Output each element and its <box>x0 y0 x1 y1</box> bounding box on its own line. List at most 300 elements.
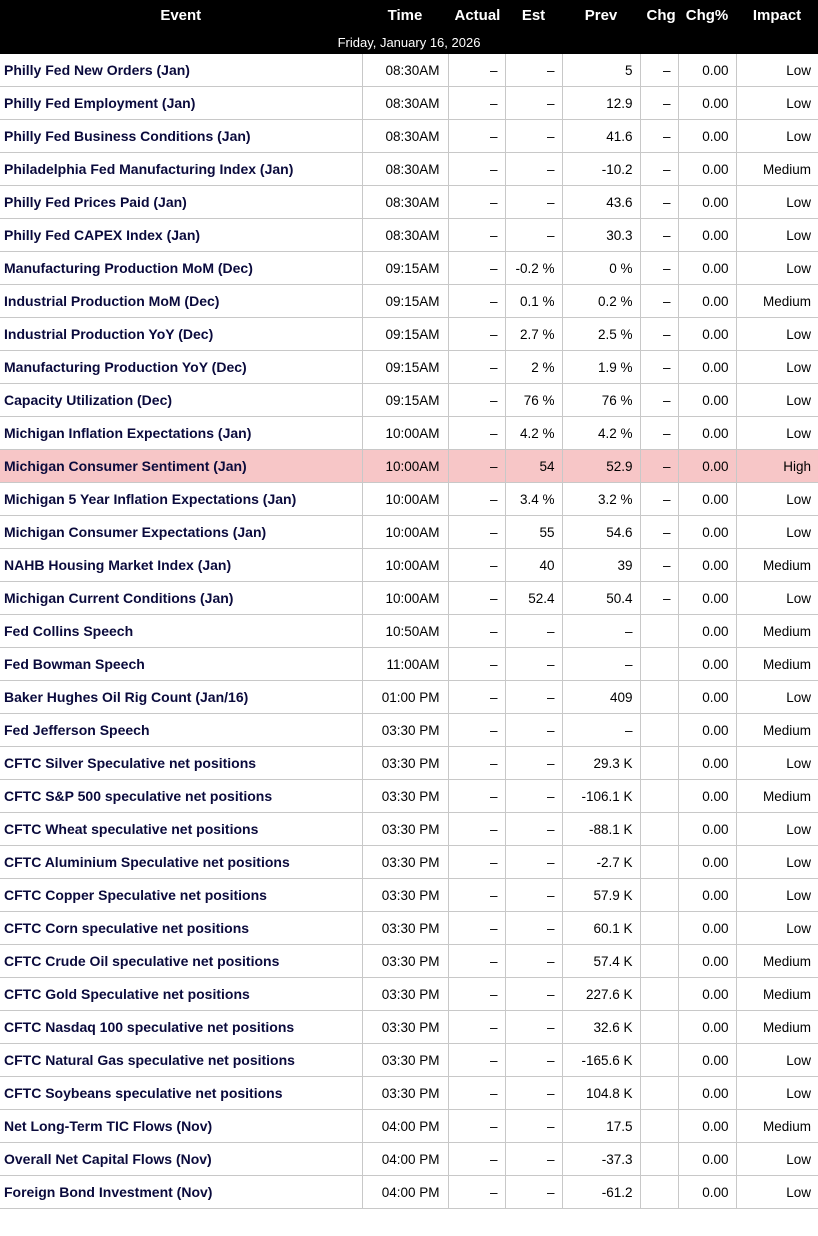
event-name: Michigan Consumer Sentiment (Jan) <box>0 450 362 483</box>
previous-value: 50.4 <box>562 582 640 615</box>
event-name: Fed Jefferson Speech <box>0 714 362 747</box>
previous-value: 0.2 % <box>562 285 640 318</box>
event-time: 10:00AM <box>362 516 448 549</box>
event-name: Fed Bowman Speech <box>0 648 362 681</box>
previous-value: 52.9 <box>562 450 640 483</box>
estimate-value: 54 <box>505 450 562 483</box>
event-time: 10:50AM <box>362 615 448 648</box>
table-row[interactable] <box>0 978 818 1011</box>
actual-value: – <box>448 615 505 648</box>
change-percent-value: 0.00 <box>678 54 736 87</box>
table-row[interactable] <box>0 219 818 252</box>
event-name: Philly Fed New Orders (Jan) <box>0 54 362 87</box>
previous-value: 0 % <box>562 252 640 285</box>
column-header-chg-percent[interactable]: Chg% <box>678 0 736 31</box>
event-time: 11:00AM <box>362 648 448 681</box>
table-row[interactable] <box>0 912 818 945</box>
event-time: 03:30 PM <box>362 945 448 978</box>
previous-value: 41.6 <box>562 120 640 153</box>
actual-value: – <box>448 120 505 153</box>
event-name: NAHB Housing Market Index (Jan) <box>0 549 362 582</box>
event-name: Michigan 5 Year Inflation Expectations (Jan) <box>0 483 362 516</box>
change-percent-value: 0.00 <box>678 978 736 1011</box>
column-header-chg[interactable]: Chg <box>640 0 678 31</box>
event-time: 10:00AM <box>362 549 448 582</box>
estimate-value: 0.1 % <box>505 285 562 318</box>
previous-value: 29.3 K <box>562 747 640 780</box>
previous-value: 54.6 <box>562 516 640 549</box>
event-name: CFTC Gold Speculative net positions <box>0 978 362 1011</box>
impact-level: Medium <box>736 549 818 582</box>
impact-level: Low <box>736 747 818 780</box>
actual-value: – <box>448 549 505 582</box>
event-time: 03:30 PM <box>362 747 448 780</box>
change-percent-value: 0.00 <box>678 450 736 483</box>
event-name: Baker Hughes Oil Rig Count (Jan/16) <box>0 681 362 714</box>
previous-value: 227.6 K <box>562 978 640 1011</box>
change-value: – <box>640 120 678 153</box>
actual-value: – <box>448 1176 505 1209</box>
change-percent-value: 0.00 <box>678 351 736 384</box>
table-row[interactable] <box>0 450 818 483</box>
event-name: CFTC S&P 500 speculative net positions <box>0 780 362 813</box>
change-percent-value: 0.00 <box>678 153 736 186</box>
previous-value: 104.8 K <box>562 1077 640 1110</box>
estimate-value: – <box>505 846 562 879</box>
actual-value: – <box>448 1044 505 1077</box>
date-header-label: Friday, January 16, 2026 <box>0 31 818 54</box>
previous-value: 43.6 <box>562 186 640 219</box>
previous-value: 60.1 K <box>562 912 640 945</box>
previous-value: 12.9 <box>562 87 640 120</box>
change-value: – <box>640 384 678 417</box>
actual-value: – <box>448 1077 505 1110</box>
change-value <box>640 1077 678 1110</box>
actual-value: – <box>448 681 505 714</box>
event-name: Philly Fed Prices Paid (Jan) <box>0 186 362 219</box>
change-value: – <box>640 153 678 186</box>
table-row[interactable] <box>0 54 818 87</box>
table-row[interactable] <box>0 483 818 516</box>
change-value <box>640 1110 678 1143</box>
change-percent-value: 0.00 <box>678 120 736 153</box>
table-row[interactable] <box>0 351 818 384</box>
previous-value: -2.7 K <box>562 846 640 879</box>
estimate-value: 3.4 % <box>505 483 562 516</box>
actual-value: – <box>448 252 505 285</box>
impact-level: Low <box>736 384 818 417</box>
previous-value: 4.2 % <box>562 417 640 450</box>
change-percent-value: 0.00 <box>678 1176 736 1209</box>
change-percent-value: 0.00 <box>678 516 736 549</box>
impact-level: Low <box>736 483 818 516</box>
table-row[interactable] <box>0 780 818 813</box>
previous-value: – <box>562 648 640 681</box>
estimate-value: – <box>505 879 562 912</box>
actual-value: – <box>448 219 505 252</box>
table-row[interactable] <box>0 714 818 747</box>
estimate-value: – <box>505 945 562 978</box>
change-percent-value: 0.00 <box>678 1011 736 1044</box>
impact-level: Low <box>736 912 818 945</box>
previous-value: 76 % <box>562 384 640 417</box>
event-name: CFTC Wheat speculative net positions <box>0 813 362 846</box>
impact-level: Low <box>736 87 818 120</box>
event-time: 03:30 PM <box>362 846 448 879</box>
table-row[interactable] <box>0 384 818 417</box>
estimate-value: 40 <box>505 549 562 582</box>
impact-level: Low <box>736 417 818 450</box>
event-name: Industrial Production MoM (Dec) <box>0 285 362 318</box>
column-header-prev[interactable]: Prev <box>562 0 640 31</box>
event-name: Manufacturing Production YoY (Dec) <box>0 351 362 384</box>
change-value: – <box>640 87 678 120</box>
event-time: 03:30 PM <box>362 714 448 747</box>
event-time: 01:00 PM <box>362 681 448 714</box>
table-row[interactable] <box>0 549 818 582</box>
table-row[interactable] <box>0 417 818 450</box>
actual-value: – <box>448 945 505 978</box>
estimate-value: – <box>505 813 562 846</box>
estimate-value: 2.7 % <box>505 318 562 351</box>
column-header-impact[interactable]: Impact <box>736 0 818 31</box>
event-time: 10:00AM <box>362 483 448 516</box>
event-time: 03:30 PM <box>362 1011 448 1044</box>
change-value <box>640 681 678 714</box>
change-percent-value: 0.00 <box>678 648 736 681</box>
estimate-value: – <box>505 186 562 219</box>
table-row[interactable] <box>0 681 818 714</box>
event-name: Overall Net Capital Flows (Nov) <box>0 1143 362 1176</box>
table-body <box>0 31 818 1209</box>
actual-value: – <box>448 384 505 417</box>
estimate-value: 52.4 <box>505 582 562 615</box>
change-percent-value: 0.00 <box>678 417 736 450</box>
change-value: – <box>640 483 678 516</box>
change-value <box>640 714 678 747</box>
table-row[interactable] <box>0 879 818 912</box>
event-time: 10:00AM <box>362 417 448 450</box>
previous-value: -37.3 <box>562 1143 640 1176</box>
impact-level: Low <box>736 516 818 549</box>
impact-level: Low <box>736 219 818 252</box>
event-time: 10:00AM <box>362 582 448 615</box>
actual-value: – <box>448 912 505 945</box>
estimate-value: – <box>505 219 562 252</box>
estimate-value: 2 % <box>505 351 562 384</box>
table-row[interactable] <box>0 186 818 219</box>
table-row[interactable] <box>0 318 818 351</box>
event-time: 08:30AM <box>362 120 448 153</box>
previous-value: 3.2 % <box>562 483 640 516</box>
impact-level: Medium <box>736 615 818 648</box>
actual-value: – <box>448 318 505 351</box>
event-time: 03:30 PM <box>362 1077 448 1110</box>
change-value: – <box>640 351 678 384</box>
column-header-time[interactable]: Time <box>362 0 448 31</box>
impact-level: Low <box>736 186 818 219</box>
estimate-value: – <box>505 747 562 780</box>
estimate-value: 4.2 % <box>505 417 562 450</box>
impact-level: Low <box>736 1077 818 1110</box>
actual-value: – <box>448 450 505 483</box>
estimate-value: – <box>505 1044 562 1077</box>
change-value <box>640 912 678 945</box>
table-row[interactable] <box>0 1176 818 1209</box>
change-value <box>640 648 678 681</box>
previous-value: 2.5 % <box>562 318 640 351</box>
table-row[interactable] <box>0 516 818 549</box>
table-row[interactable] <box>0 747 818 780</box>
change-percent-value: 0.00 <box>678 186 736 219</box>
event-time: 04:00 PM <box>362 1143 448 1176</box>
change-value <box>640 978 678 1011</box>
event-time: 09:15AM <box>362 351 448 384</box>
actual-value: – <box>448 186 505 219</box>
table-row[interactable] <box>0 153 818 186</box>
previous-value: 17.5 <box>562 1110 640 1143</box>
event-time: 03:30 PM <box>362 780 448 813</box>
estimate-value: – <box>505 1176 562 1209</box>
change-percent-value: 0.00 <box>678 1110 736 1143</box>
event-time: 08:30AM <box>362 87 448 120</box>
table-row[interactable] <box>0 945 818 978</box>
previous-value: – <box>562 714 640 747</box>
previous-value: -88.1 K <box>562 813 640 846</box>
change-value: – <box>640 516 678 549</box>
table-row[interactable] <box>0 1077 818 1110</box>
change-value <box>640 1143 678 1176</box>
previous-value: -165.6 K <box>562 1044 640 1077</box>
event-time: 08:30AM <box>362 219 448 252</box>
change-percent-value: 0.00 <box>678 912 736 945</box>
estimate-value: – <box>505 615 562 648</box>
actual-value: – <box>448 648 505 681</box>
change-value: – <box>640 252 678 285</box>
change-value <box>640 615 678 648</box>
change-percent-value: 0.00 <box>678 813 736 846</box>
event-time: 04:00 PM <box>362 1176 448 1209</box>
change-percent-value: 0.00 <box>678 1077 736 1110</box>
actual-value: – <box>448 846 505 879</box>
actual-value: – <box>448 813 505 846</box>
table-row[interactable] <box>0 252 818 285</box>
actual-value: – <box>448 780 505 813</box>
previous-value: 57.4 K <box>562 945 640 978</box>
actual-value: – <box>448 285 505 318</box>
previous-value: 30.3 <box>562 219 640 252</box>
change-percent-value: 0.00 <box>678 747 736 780</box>
estimate-value: – <box>505 714 562 747</box>
estimate-value: – <box>505 1011 562 1044</box>
impact-level: Low <box>736 252 818 285</box>
impact-level: Medium <box>736 1110 818 1143</box>
estimate-value: – <box>505 912 562 945</box>
event-time: 08:30AM <box>362 54 448 87</box>
event-time: 09:15AM <box>362 384 448 417</box>
previous-value: -106.1 K <box>562 780 640 813</box>
change-percent-value: 0.00 <box>678 615 736 648</box>
estimate-value: – <box>505 153 562 186</box>
estimate-value: – <box>505 648 562 681</box>
table-row[interactable] <box>0 846 818 879</box>
actual-value: – <box>448 516 505 549</box>
event-name: CFTC Aluminium Speculative net positions <box>0 846 362 879</box>
previous-value: 1.9 % <box>562 351 640 384</box>
impact-level: Medium <box>736 780 818 813</box>
actual-value: – <box>448 978 505 1011</box>
change-value: – <box>640 219 678 252</box>
actual-value: – <box>448 483 505 516</box>
previous-value: 39 <box>562 549 640 582</box>
impact-level: Medium <box>736 153 818 186</box>
impact-level: Medium <box>736 648 818 681</box>
table-row[interactable] <box>0 1143 818 1176</box>
change-percent-value: 0.00 <box>678 285 736 318</box>
event-name: CFTC Silver Speculative net positions <box>0 747 362 780</box>
previous-value: – <box>562 615 640 648</box>
change-percent-value: 0.00 <box>678 582 736 615</box>
event-time: 04:00 PM <box>362 1110 448 1143</box>
estimate-value: – <box>505 1077 562 1110</box>
estimate-value: -0.2 % <box>505 252 562 285</box>
event-time: 09:15AM <box>362 252 448 285</box>
table-row[interactable] <box>0 120 818 153</box>
impact-level: Low <box>736 351 818 384</box>
event-time: 03:30 PM <box>362 1044 448 1077</box>
column-header-event[interactable]: Event <box>0 0 362 31</box>
change-percent-value: 0.00 <box>678 318 736 351</box>
change-percent-value: 0.00 <box>678 846 736 879</box>
event-time: 03:30 PM <box>362 879 448 912</box>
event-name: CFTC Corn speculative net positions <box>0 912 362 945</box>
previous-value: 5 <box>562 54 640 87</box>
previous-value: -10.2 <box>562 153 640 186</box>
change-value: – <box>640 285 678 318</box>
table-row[interactable] <box>0 648 818 681</box>
date-header-row <box>0 31 818 54</box>
event-name: Industrial Production YoY (Dec) <box>0 318 362 351</box>
impact-level: Low <box>736 582 818 615</box>
event-name: CFTC Nasdaq 100 speculative net positions <box>0 1011 362 1044</box>
event-time: 03:30 PM <box>362 978 448 1011</box>
impact-level: Low <box>736 120 818 153</box>
event-name: CFTC Soybeans speculative net positions <box>0 1077 362 1110</box>
event-name: CFTC Copper Speculative net positions <box>0 879 362 912</box>
change-percent-value: 0.00 <box>678 945 736 978</box>
change-percent-value: 0.00 <box>678 483 736 516</box>
previous-value: 409 <box>562 681 640 714</box>
event-time: 03:30 PM <box>362 813 448 846</box>
impact-level: Low <box>736 813 818 846</box>
event-name: Michigan Current Conditions (Jan) <box>0 582 362 615</box>
actual-value: – <box>448 747 505 780</box>
change-percent-value: 0.00 <box>678 384 736 417</box>
estimate-value: – <box>505 1110 562 1143</box>
change-value <box>640 1011 678 1044</box>
table-row[interactable] <box>0 1044 818 1077</box>
change-value <box>640 879 678 912</box>
table-row[interactable] <box>0 813 818 846</box>
change-percent-value: 0.00 <box>678 252 736 285</box>
impact-level: Medium <box>736 714 818 747</box>
table-row[interactable] <box>0 1011 818 1044</box>
event-name: Fed Collins Speech <box>0 615 362 648</box>
event-time: 03:30 PM <box>362 912 448 945</box>
change-percent-value: 0.00 <box>678 714 736 747</box>
event-name: Michigan Inflation Expectations (Jan) <box>0 417 362 450</box>
estimate-value: – <box>505 1143 562 1176</box>
change-percent-value: 0.00 <box>678 681 736 714</box>
column-header-actual[interactable]: Actual <box>448 0 505 31</box>
event-name: Michigan Consumer Expectations (Jan) <box>0 516 362 549</box>
header-row <box>0 0 818 31</box>
table-row[interactable] <box>0 285 818 318</box>
change-percent-value: 0.00 <box>678 1044 736 1077</box>
change-value: – <box>640 549 678 582</box>
actual-value: – <box>448 351 505 384</box>
change-value <box>640 1176 678 1209</box>
estimate-value: – <box>505 54 562 87</box>
actual-value: – <box>448 714 505 747</box>
event-time: 08:30AM <box>362 153 448 186</box>
impact-level: Low <box>736 1176 818 1209</box>
estimate-value: – <box>505 87 562 120</box>
change-value <box>640 747 678 780</box>
impact-level: Medium <box>736 978 818 1011</box>
change-value <box>640 813 678 846</box>
event-name: Philly Fed CAPEX Index (Jan) <box>0 219 362 252</box>
previous-value: -61.2 <box>562 1176 640 1209</box>
change-value: – <box>640 450 678 483</box>
actual-value: – <box>448 54 505 87</box>
previous-value: 57.9 K <box>562 879 640 912</box>
change-value: – <box>640 54 678 87</box>
impact-level: Low <box>736 846 818 879</box>
change-value <box>640 1044 678 1077</box>
impact-level: Low <box>736 879 818 912</box>
actual-value: – <box>448 1110 505 1143</box>
actual-value: – <box>448 87 505 120</box>
change-value: – <box>640 417 678 450</box>
event-time: 08:30AM <box>362 186 448 219</box>
table-row[interactable] <box>0 87 818 120</box>
table-row[interactable] <box>0 1110 818 1143</box>
change-percent-value: 0.00 <box>678 87 736 120</box>
table-row[interactable] <box>0 582 818 615</box>
event-name: Capacity Utilization (Dec) <box>0 384 362 417</box>
column-header-est[interactable]: Est <box>505 0 562 31</box>
estimate-value: – <box>505 681 562 714</box>
event-name: Philadelphia Fed Manufacturing Index (Jan) <box>0 153 362 186</box>
event-time: 10:00AM <box>362 450 448 483</box>
change-value <box>640 846 678 879</box>
impact-level: Low <box>736 318 818 351</box>
actual-value: – <box>448 1143 505 1176</box>
previous-value: 32.6 K <box>562 1011 640 1044</box>
table-header <box>0 0 818 31</box>
change-percent-value: 0.00 <box>678 780 736 813</box>
estimate-value: – <box>505 978 562 1011</box>
change-percent-value: 0.00 <box>678 879 736 912</box>
change-value <box>640 945 678 978</box>
event-name: Foreign Bond Investment (Nov) <box>0 1176 362 1209</box>
actual-value: – <box>448 879 505 912</box>
impact-level: Low <box>736 1044 818 1077</box>
estimate-value: 55 <box>505 516 562 549</box>
table-row[interactable] <box>0 615 818 648</box>
change-value: – <box>640 318 678 351</box>
